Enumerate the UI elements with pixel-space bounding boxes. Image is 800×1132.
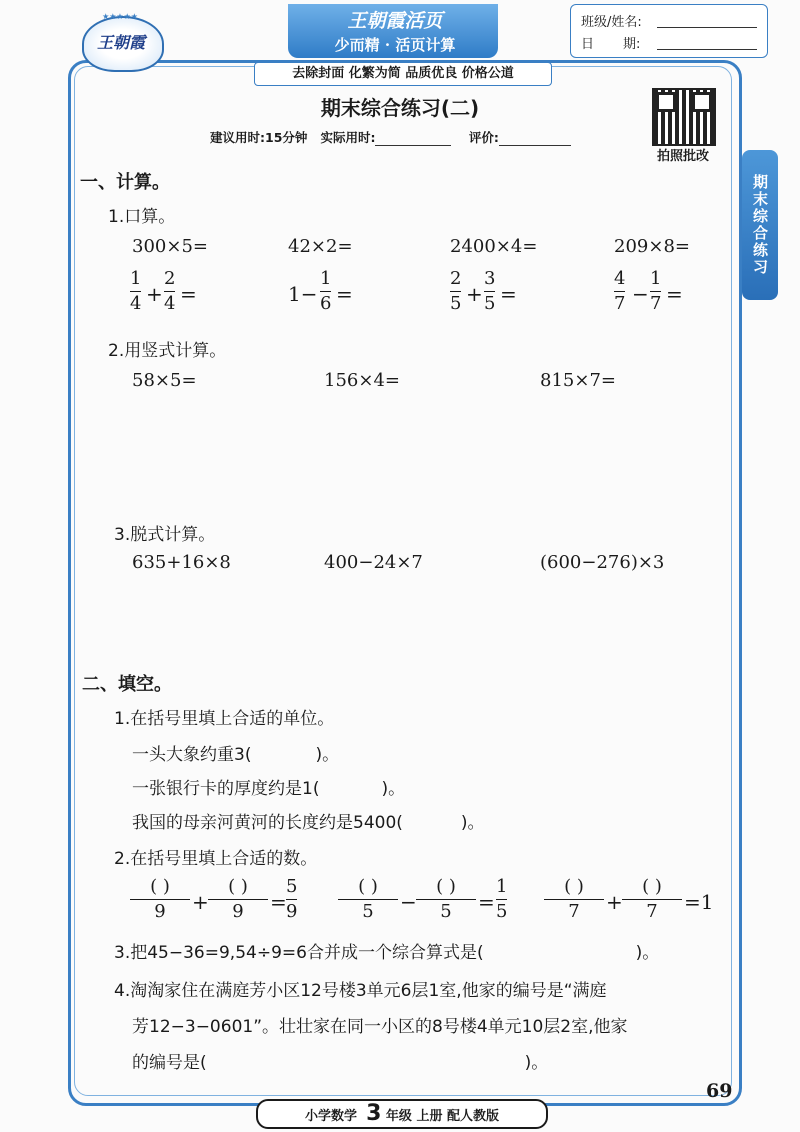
result-frac-2: 1 5: [496, 876, 508, 922]
fraction-2-whole: 1−: [288, 282, 318, 306]
s2-q1-label: 1.在括号里填上合适的单位。: [114, 709, 335, 729]
footer-grade-rest: 年级 上册 配人教版: [385, 1109, 499, 1124]
fraction-3-b: 3 5: [484, 268, 496, 314]
date-label-1: 日: [581, 37, 595, 52]
s2-q3: 3.把45−36=9,54÷9=6合并成一个综合算式是( )。: [114, 943, 660, 963]
date-line[interactable]: [657, 49, 757, 50]
blank-frac-3b[interactable]: ( ) 7: [622, 876, 682, 923]
q3-label: 3.脱式计算。: [114, 525, 216, 545]
blank-op-2: −: [400, 890, 417, 914]
fraction-1-eq: =: [180, 282, 197, 306]
section1-heading: 一、计算。: [80, 172, 170, 193]
fraction-1-op: +: [146, 282, 163, 306]
fraction-3-a: 2 5: [450, 268, 462, 314]
logo-text: 王朝霞: [96, 33, 145, 52]
brand-title: 王朝霞活页: [347, 10, 443, 32]
vertical-calc-2: 156×4=: [324, 370, 400, 391]
vertical-calc-1: 58×5=: [132, 370, 197, 391]
student-info-box: [570, 4, 768, 58]
suggested-time: 建议用时:15分钟: [210, 130, 308, 145]
fraction-3-eq: =: [500, 282, 517, 306]
blank-frac-2b[interactable]: ( ) 5: [416, 876, 476, 923]
unit-line-2: 一张银行卡的厚度约是1( )。: [132, 779, 406, 799]
blank-frac-1a[interactable]: ( ) 9: [130, 876, 190, 923]
blank-frac-1b[interactable]: ( ) 9: [208, 876, 268, 923]
s2-q2-label: 2.在括号里填上合适的数。: [114, 849, 318, 869]
slogan-bar: 去除封面 化繁为简 品质优良 价格公道: [254, 62, 552, 86]
logo-stars-icon: ★★★★★: [102, 12, 138, 21]
fraction-1-b: 2 4: [164, 268, 176, 314]
s2-q4-line1: 4.淘淘家住在满庭芳小区12号楼3单元6层1室,他家的编号是“满庭: [114, 981, 607, 1001]
evaluation-blank[interactable]: [499, 130, 571, 146]
fraction-1-a: 1 4: [130, 268, 142, 314]
class-name-label: 班级/姓名:: [581, 15, 642, 30]
unit-line-1: 一头大象约重3( )。: [132, 745, 340, 765]
unit-line-3: 我国的母亲河黄河的长度约是5400( )。: [132, 813, 485, 833]
date-label-2: 期:: [623, 37, 641, 52]
oral-calc-4: 209×8=: [614, 236, 690, 257]
oral-calc-1: 300×5=: [132, 236, 208, 257]
fraction-4-eq: =: [666, 282, 683, 306]
stepwise-calc-3: (600−276)×3: [540, 552, 665, 573]
brand-subtitle: 少而精 · 活页计算: [334, 36, 456, 54]
s2-q4-line3: 的编号是( )。: [132, 1053, 549, 1073]
stepwise-calc-1: 635+16×8: [132, 552, 231, 573]
fraction-2-eq: =: [336, 282, 353, 306]
blank-eq-3: =1: [684, 890, 714, 914]
fraction-2-b: 1 6: [320, 268, 332, 314]
footer-grade-number: 3: [366, 1101, 382, 1126]
q2-label: 2.用竖式计算。: [108, 341, 227, 361]
fraction-4-a: 4 7: [614, 268, 626, 314]
qr-code-icon[interactable]: [652, 88, 716, 146]
s2-q4-line2: 芳12−3−0601”。壮壮家在同一小区的8号楼4单元10层2室,他家: [132, 1017, 628, 1037]
result-frac-1: 5 9: [286, 876, 298, 922]
vertical-calc-3: 815×7=: [540, 370, 616, 391]
blank-eq-2: =: [478, 890, 495, 914]
side-tab: 期末综合练习: [742, 150, 778, 300]
blank-op-3: +: [606, 890, 623, 914]
blank-frac-2a[interactable]: ( ) 5: [338, 876, 398, 923]
class-name-line[interactable]: [657, 27, 757, 28]
oral-calc-2: 42×2=: [288, 236, 353, 257]
oral-calc-3: 2400×4=: [450, 236, 538, 257]
qr-label: 拍照批改: [656, 149, 709, 164]
blank-op-1: +: [192, 890, 209, 914]
fraction-3-op: +: [466, 282, 483, 306]
blank-eq-1: =: [270, 890, 287, 914]
blank-frac-3a[interactable]: ( ) 7: [544, 876, 604, 923]
footer-subject: 小学数学: [305, 1109, 358, 1124]
q1-label: 1.口算。: [108, 207, 176, 227]
page-title: 期末综合练习(二): [320, 96, 480, 120]
footer-bar: [256, 1099, 548, 1129]
fraction-4-b: 1 7: [650, 268, 662, 314]
fraction-4-op: −: [632, 282, 649, 306]
actual-time-label: 实际用时:: [320, 130, 376, 145]
section2-heading: 二、填空。: [82, 674, 172, 695]
time-row: [210, 128, 571, 146]
stepwise-calc-2: 400−24×7: [324, 552, 423, 573]
evaluation-label: 评价:: [468, 130, 499, 145]
page-number: 69: [706, 1080, 733, 1102]
actual-time-blank[interactable]: [375, 130, 451, 146]
